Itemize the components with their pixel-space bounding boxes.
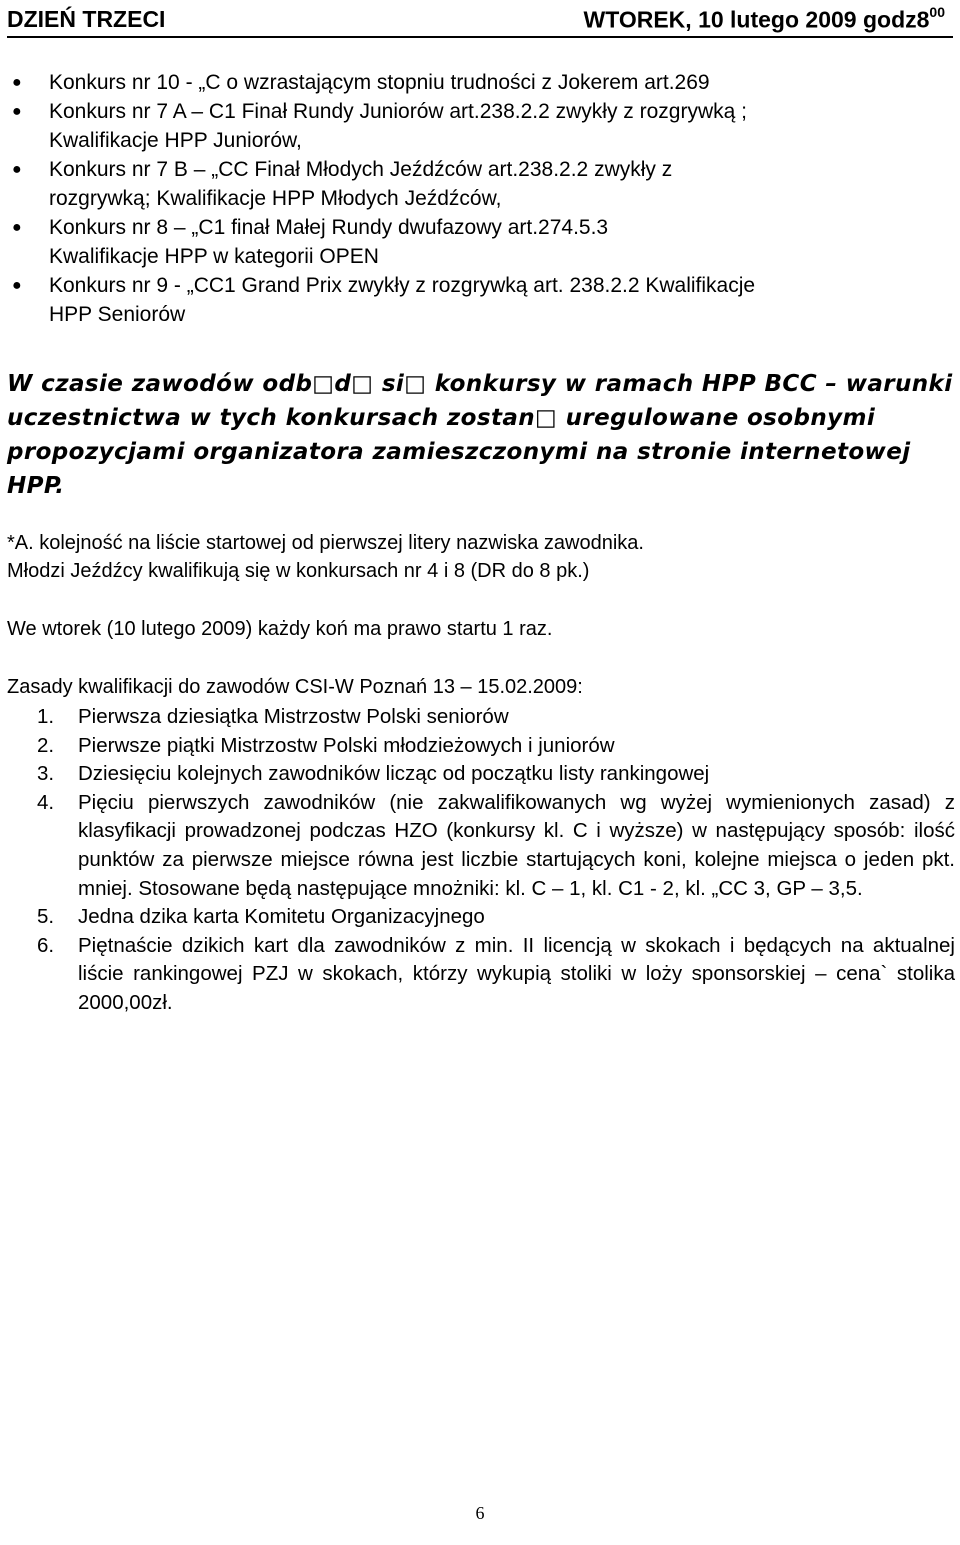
rule-text: Piętnaście dzikich kart dla zawodników z min. II licencją w skokach i będących na aktualnej liście rankingowej PZJ w skokach, którzy wykupią stoliki w loży sponsorskiej – cena` stolika 2000,00zł. [78,933,955,1014]
schedule-line: Konkurs nr 7 B – „CC Finał Młodych Jeźdźców art.238.2.2 zwykły z [49,158,673,181]
rule-item [7,789,955,903]
schedule-item [0,271,954,329]
bullet-icon: ● [12,161,22,178]
schedule-line: HPP Seniorów [49,303,186,326]
header-day: DZIEŃ TRZECI [7,6,166,32]
schedule-line: Konkurs nr 8 – „C1 finał Małej Rundy dwufazowy art.274.5.3 [49,216,609,239]
schedule-item [0,97,954,155]
rule-text: Dziesięciu kolejnych zawodników licząc od początku listy rankingowej [78,762,710,786]
rule-number: 3. [37,762,55,786]
rule-number: 5. [37,905,55,929]
rule-item [7,760,955,789]
schedule-line: Konkurs nr 9 - „CC1 Grand Prix zwykły z rozgrywką art. 238.2.2 Kwalifikacje [49,274,756,297]
competition-schedule-list [0,68,954,329]
rule-text: Pierwsza dziesiątka Mistrzostw Polski seniorów [78,705,509,728]
schedule-line: Konkurs nr 7 A – C1 Finał Rundy Juniorów art.238.2.2 zwykły z rozgrywką ; [49,100,747,123]
schedule-line: rozgrywką; Kwalifikacje HPP Młodych Jeźdźców, [49,187,502,210]
schedule-line: Kwalifikacje HPP Juniorów, [49,129,302,152]
rule-item [7,903,955,932]
header-date-text: WTOREK, 10 lutego 2009 godz8 [583,6,930,33]
header-date [584,6,946,34]
rule-number: 1. [37,705,55,728]
rule-item [7,932,955,1018]
schedule-item [0,213,954,271]
rule-text: Jedna dzika karta Komitetu Organizacyjnego [78,905,485,929]
note-start-order: *A. kolejność na liście startowej od pierwszej litery nazwiska zawodnika. [7,532,644,554]
rule-text: Pierwsze piątki Mistrzostw Polski młodzieżowych i juniorów [78,733,615,757]
rule-text: Pięciu pierwszych zawodników (nie zakwalifikowanych wg wyżej wymienionych zasad) z klasyfikacji prowadzonej podczas HZO (konkursy kl. C i wyższe) w następujący sposób: ilość punktów za pierwsze miejsce równa jest liczbie startujących koni, kolejne miejsca o jeden pkt. mniej. Stosowane będą następujące mnożniki: kl. C – 1, kl. C1 - 2, kl. „CC 3, GP – 3,5. [78,790,955,900]
bullet-icon: ● [12,103,22,120]
bullet-icon: ● [12,74,22,91]
schedule-line: Konkurs nr 10 - „C o wzrastającym stopniu trudności z Jokerem art.269 [49,71,710,94]
page-number: 6 [475,1503,485,1523]
rule-number: 2. [37,733,55,757]
header-time-superscript: 00 [929,4,945,20]
schedule-line: Kwalifikacje HPP w kategorii OPEN [49,245,379,268]
rule-number: 4. [37,790,55,814]
hpp-bcc-notice: W czasie zawodów odb□d□ si□ konkursy w ramach HPP BCC – warunki uczestnictwa w tych konkursach zostan□ uregulowane osobnymi propozycjami organizatora zamieszczonymi na stronie internetowej HPP. [7,371,953,499]
qualification-rules-title: Zasady kwalifikacji do zawodów CSI-W Poznań 13 – 15.02.2009: [7,676,583,698]
bullet-icon: ● [12,219,22,236]
note-young-riders: Młodzi Jeźdźcy kwalifikują się w konkursach nr 4 i 8 (DR do 8 pk.) [7,560,590,582]
schedule-item [0,68,954,97]
bullet-icon: ● [12,277,22,294]
schedule-item [0,155,954,213]
qualification-rules-list [7,703,955,1018]
rule-number: 6. [37,933,55,957]
page-header [7,4,953,38]
rule-item [7,732,955,761]
note-tuesday-start: We wtorek (10 lutego 2009) każdy koń ma prawo startu 1 raz. [7,618,553,640]
rule-item [7,703,955,732]
